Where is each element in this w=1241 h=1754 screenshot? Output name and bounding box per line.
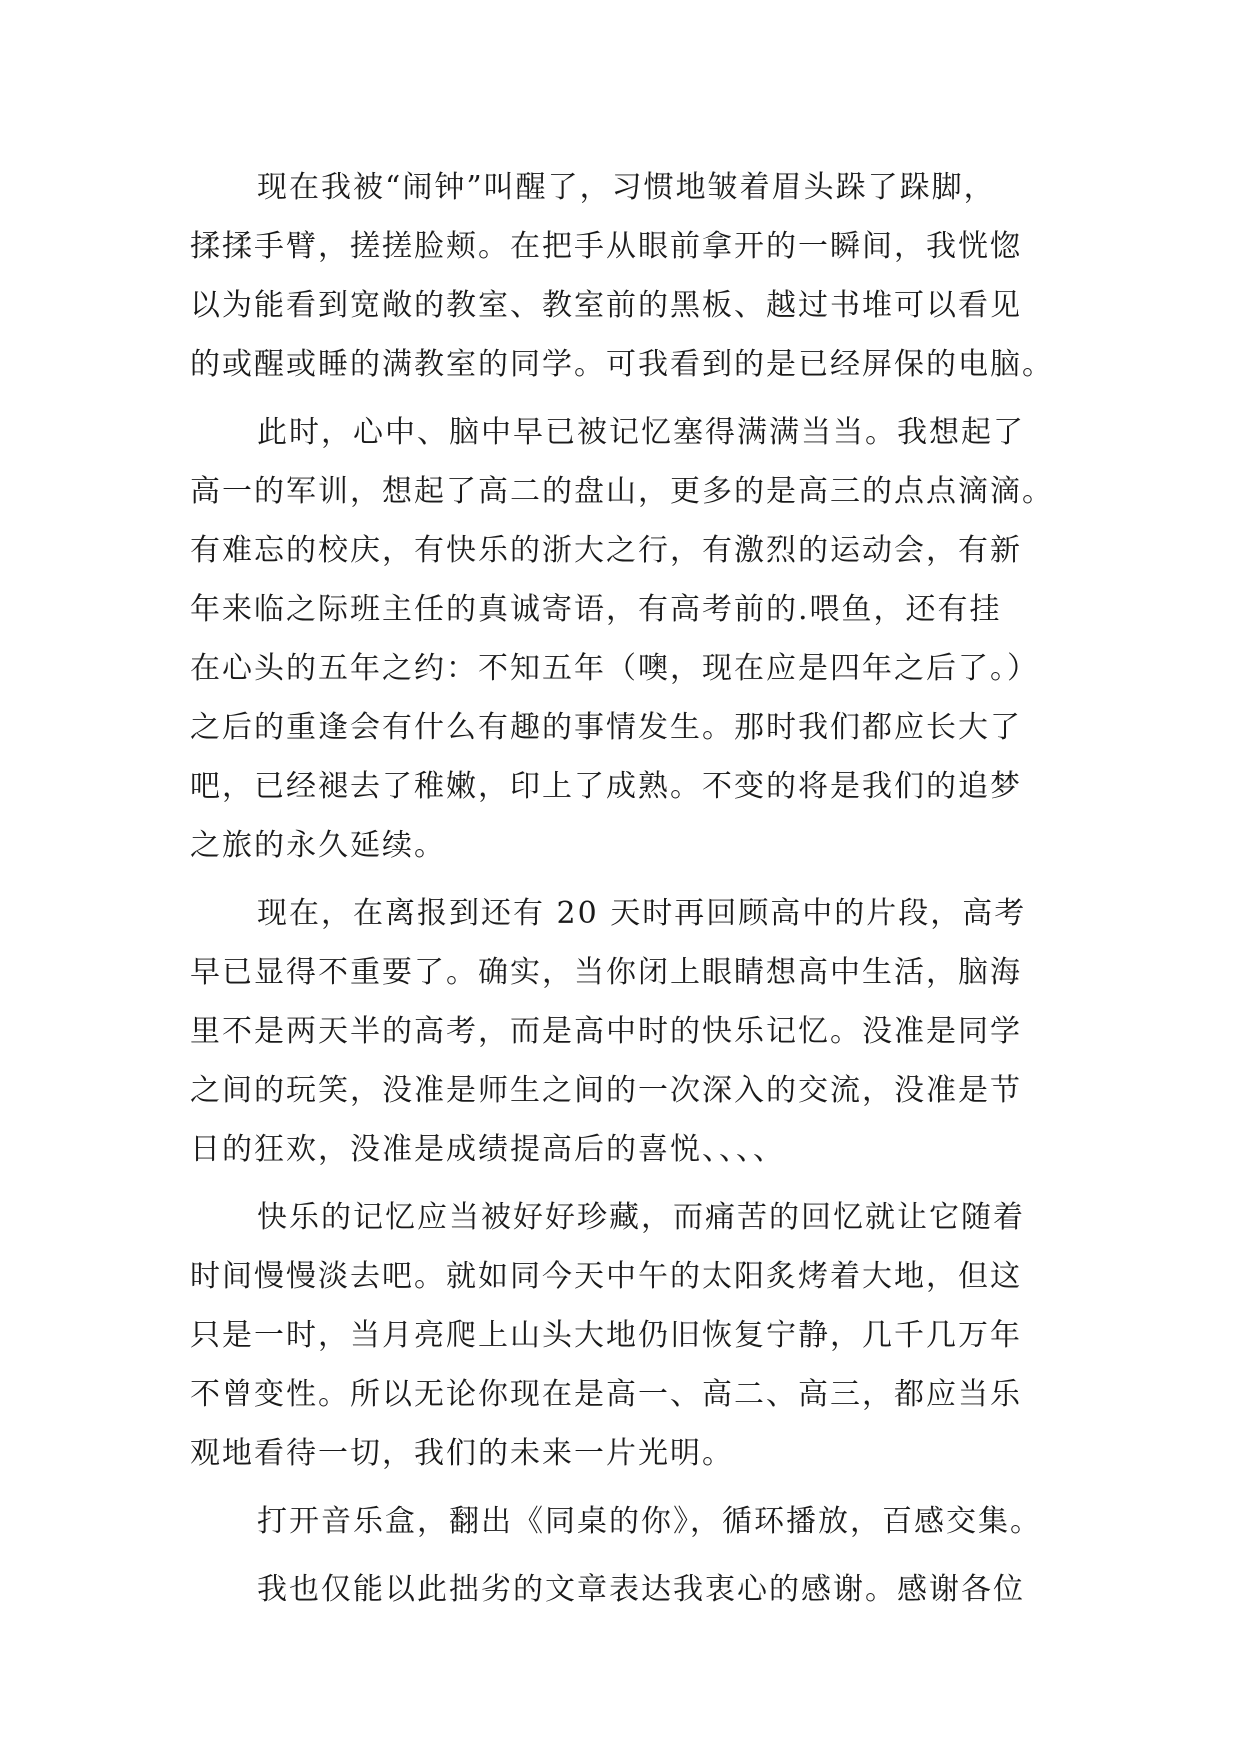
text-line: 快乐的记忆应当被好好珍藏，而痛苦的回忆就让它随着 (257, 1200, 1025, 1235)
text-line: 在心头的五年之约：不知五年（噢，现在应是四年之后了。） (190, 651, 1039, 686)
text-line: 早已显得不重要了。确实，当你闭上眼睛想高中生活，脑海 (190, 955, 1022, 990)
text-line: 时间慢慢淡去吧。就如同今天中午的太阳炙烤着大地，但这 (190, 1259, 1022, 1294)
paragraph-3 (190, 884, 1060, 1179)
text-line: 之后的重逢会有什么有趣的事情发生。那时我们都应长大了 (190, 710, 1022, 745)
document-body (190, 158, 1060, 1619)
text-line: 现在我被“闹钟”叫醒了，习惯地皱着眉头跺了跺脚， (257, 170, 996, 205)
text-line: 之旅的永久延续。 (190, 828, 446, 863)
paragraph-5 (190, 1492, 1060, 1551)
text-line: 以为能看到宽敞的教室、教室前的黑板、越过书堆可以看见 (190, 288, 1022, 323)
paragraph-2 (190, 403, 1060, 875)
text-line: 打开音乐盒，翻出《同桌的你》，循环播放，百感交集。 (257, 1504, 1042, 1539)
text-line: 揉揉手臂，搓搓脸颊。在把手从眼前拿开的一瞬间，我恍惚 (190, 229, 1022, 264)
paragraph-6 (190, 1560, 1060, 1619)
text-line: 此时，心中、脑中早已被记忆塞得满满当当。我想起了 (257, 415, 1025, 450)
text-line: 里不是两天半的高考，而是高中时的快乐记忆。没准是同学 (190, 1014, 1022, 1049)
text-line: 有难忘的校庆，有快乐的浙大之行，有激烈的运动会，有新 (190, 533, 1022, 568)
text-line: 观地看待一切，我们的未来一片光明。 (190, 1436, 734, 1471)
text-line: 现在，在离报到还有 20 天时再回顾高中的片段，高考 (257, 896, 1027, 931)
text-line: 只是一时，当月亮爬上山头大地仍旧恢复宁静，几千几万年 (190, 1318, 1022, 1353)
text-line: 高一的军训，想起了高二的盘山，更多的是高三的点点滴滴。 (190, 474, 1054, 509)
text-line: 年来临之际班主任的真诚寄语，有高考前的.喂鱼，还有挂 (190, 592, 1002, 627)
paragraph-4 (190, 1188, 1060, 1483)
text-line: 之间的玩笑，没准是师生之间的一次深入的交流，没准是节 (190, 1073, 1022, 1108)
paragraph-1 (190, 158, 1060, 394)
text-line: 的或醒或睡的满教室的同学。可我看到的是已经屏保的电脑。 (190, 347, 1054, 382)
text-line: 我也仅能以此拙劣的文章表达我衷心的感谢。感谢各位 (257, 1572, 1025, 1607)
text-line: 吧，已经褪去了稚嫩，印上了成熟。不变的将是我们的追梦 (190, 769, 1022, 804)
text-line: 日的狂欢，没准是成绩提高后的喜悦、、、、 (190, 1132, 785, 1167)
text-line: 不曾变性。所以无论你现在是高一、高二、高三，都应当乐 (190, 1377, 1022, 1412)
